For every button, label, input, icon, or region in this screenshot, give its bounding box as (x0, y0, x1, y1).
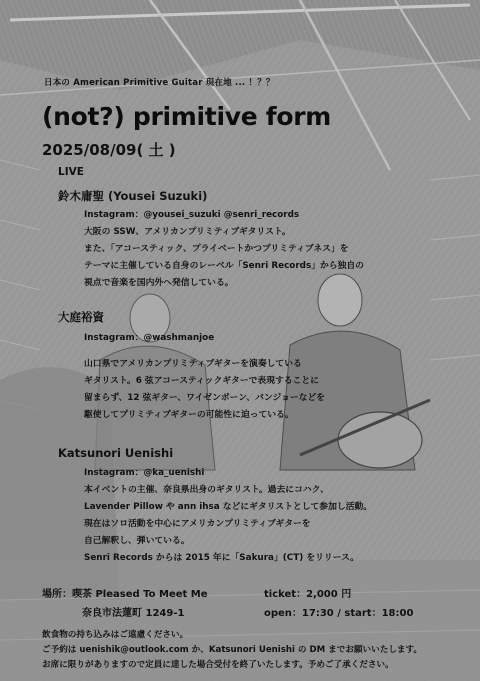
event-date: 2025/08/09( 土 ) (42, 141, 176, 159)
tagline: 日本の American Primitive Guitar 現在地 ... ！？？ (44, 78, 275, 88)
performer-bio (84, 465, 372, 567)
bio-line: Instagram：@washmanjoe (84, 333, 215, 343)
performer-name: 大庭裕資 (58, 310, 104, 324)
performer-name: 鈴木庸聖 (Yousei Suzuki) (58, 189, 208, 203)
note-line: 飲食物の持ち込みはご遠慮ください。 (42, 630, 189, 640)
performer-bio (84, 330, 325, 424)
bio-line: 留まらず、12 弦ギター、ワイゼンボーン、バンジョーなどを (84, 393, 326, 403)
bio-line: ギタリスト。6 弦アコースティックギターで表現することに (84, 376, 319, 386)
bio-line: Lavender Pillow や ann ihsa などにギタリストとして参加し活動。 (84, 502, 373, 512)
note-line: お席に限りがありますので定員に達した場合受付を終了いたします。予めご了承ください。 (42, 660, 394, 670)
venue-address: 奈良市法蓮町 1249-1 (82, 608, 185, 619)
venue-place: 場所：喫茶 Pleased To Meet Me (42, 589, 208, 600)
performer-name: Katsunori Uenishi (58, 446, 174, 460)
performer-bio (84, 207, 364, 292)
bio-line: 現在はソロ活動を中心にアメリカンプリミティブギターを (84, 519, 311, 529)
bio-line: 本イベントの主催、奈良県出身のギタリスト。過去にコハク、 (84, 485, 329, 495)
bio-line: 自己解釈し、弾いている。 (84, 536, 190, 546)
bio-line: Instagram：@ka_uenishi (84, 468, 205, 478)
bio-line: 視点で音楽を国内外へ発信している。 (84, 278, 234, 288)
open-start-times: open：17:30 / start：18:00 (264, 608, 414, 619)
bio-line: 大阪の SSW、アメリカンプリミティブギタリスト。 (84, 227, 291, 237)
bio-line: また、「アコースティック、プライベートかつプリミティブネス」を (84, 244, 349, 254)
ticket-price: ticket：2,000 円 (264, 589, 352, 600)
section-label-live: LIVE (58, 166, 84, 178)
note-line: ご予約は uenishik@outlook.com か、Katsunori Uenishi の DM までお願いいたします。 (42, 645, 423, 655)
event-title: (not?) primitive form (42, 102, 332, 131)
bio-line: 山口県でアメリカンプリミティブギターを演奏している (84, 359, 302, 369)
bio-line: テーマに主催している自身のレーベル「Senri Records」から独自の (84, 261, 364, 271)
bio-line: Senri Records からは 2015 年に「Sakura」(CT) をリリース。 (84, 553, 359, 563)
bio-line: Instagram：@yousei_suzuki @senri_records (84, 210, 300, 220)
bio-line: 駆使してプリミティブギターの可能性に迫っている。 (84, 410, 294, 420)
